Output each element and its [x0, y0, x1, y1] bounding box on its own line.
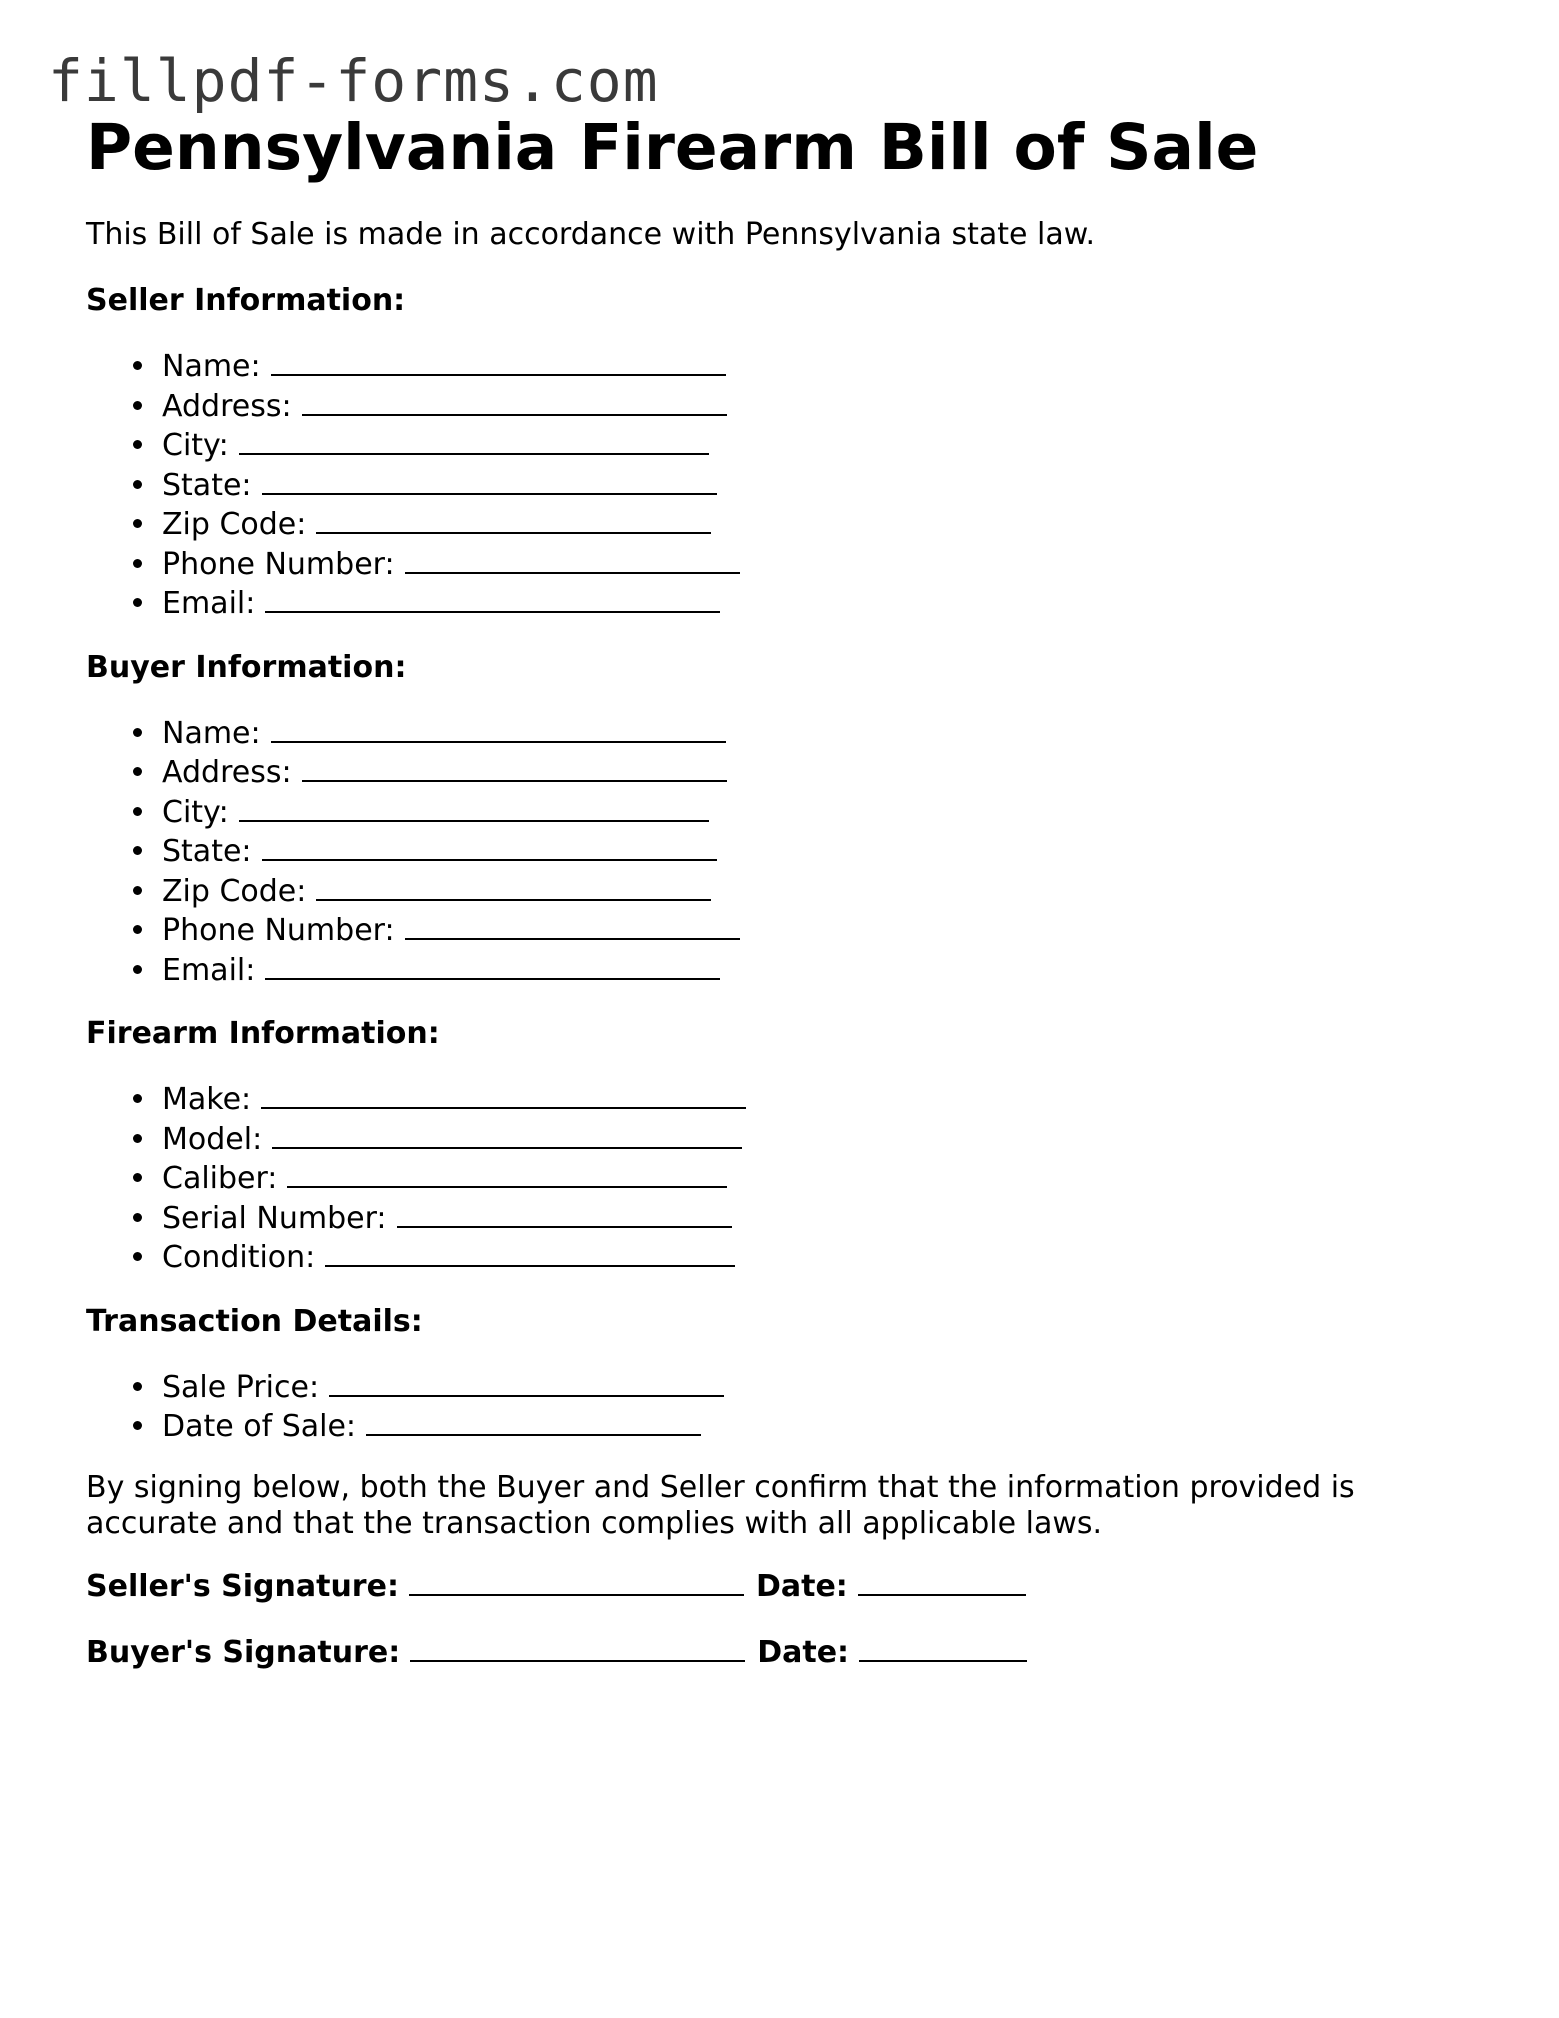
firearm-serial-field[interactable]: [397, 1198, 732, 1228]
seller-address-field[interactable]: [302, 386, 727, 416]
firearm-caliber-label: Caliber:: [162, 1161, 278, 1196]
transaction-section-heading: Transaction Details:: [86, 1303, 423, 1339]
seller-phone-item: [162, 544, 1466, 584]
firearm-condition-label: Condition:: [162, 1240, 316, 1275]
buyer-signature-label: Buyer's Signature:: [86, 1634, 401, 1670]
buyer-section-heading: Buyer Information:: [86, 649, 407, 685]
firearm-caliber-field[interactable]: [287, 1158, 727, 1188]
buyer-signature-field[interactable]: [410, 1632, 745, 1662]
date-of-sale-field[interactable]: [366, 1406, 701, 1436]
buyer-city-label: City:: [162, 794, 229, 830]
buyer-fields-list: [86, 713, 1466, 990]
seller-city-item: [162, 425, 1466, 465]
buyer-date-field[interactable]: [859, 1632, 1027, 1662]
buyer-email-field[interactable]: [265, 950, 720, 980]
date-of-sale-item: [162, 1406, 1466, 1446]
buyer-name-label: Name:: [162, 715, 261, 751]
seller-zip-item: [162, 504, 1466, 544]
seller-phone-field[interactable]: [405, 544, 740, 574]
sale-price-field[interactable]: [329, 1367, 724, 1397]
buyer-address-field[interactable]: [302, 752, 727, 782]
buyer-zip-field[interactable]: [316, 871, 711, 901]
firearm-serial-label: Serial Number:: [162, 1200, 387, 1236]
buyer-phone-item: [162, 910, 1466, 950]
buyer-email-item: [162, 950, 1466, 990]
buyer-state-item: [162, 831, 1466, 871]
firearm-fields-list: [86, 1079, 1466, 1277]
firearm-make-label: Make:: [162, 1082, 252, 1117]
seller-signature-line: [86, 1566, 1466, 1608]
seller-city-label: City:: [162, 428, 229, 463]
buyer-state-label: State:: [162, 834, 252, 869]
buyer-phone-label: Phone Number:: [162, 913, 395, 948]
bill-of-sale-document: [86, 104, 1466, 1674]
seller-phone-label: Phone Number:: [162, 546, 395, 582]
firearm-model-item: [162, 1119, 1466, 1159]
buyer-city-field[interactable]: [239, 792, 709, 822]
confirmation-statement: By signing below, both the Buyer and Seller confirm that the information provided is accurate and that the transaction complies with all applicable laws.: [86, 1469, 1355, 1541]
seller-zip-label: Zip Code:: [162, 507, 307, 542]
firearm-condition-item: [162, 1237, 1466, 1277]
seller-state-field[interactable]: [262, 465, 717, 495]
firearm-model-label: Model:: [162, 1121, 263, 1157]
buyer-phone-field[interactable]: [405, 910, 740, 940]
seller-email-label: Email:: [162, 586, 256, 621]
seller-city-field[interactable]: [239, 425, 709, 455]
seller-zip-field[interactable]: [316, 504, 711, 534]
seller-fields-list: [86, 346, 1466, 623]
buyer-name-field[interactable]: [271, 713, 726, 743]
buyer-name-item: [162, 713, 1466, 753]
seller-section-heading: Seller Information:: [86, 283, 406, 318]
transaction-fields-list: [86, 1367, 1466, 1446]
seller-name-item: [162, 346, 1466, 386]
firearm-serial-item: [162, 1198, 1466, 1238]
date-of-sale-label: Date of Sale:: [162, 1409, 357, 1444]
seller-date-field[interactable]: [858, 1566, 1026, 1596]
buyer-zip-item: [162, 871, 1466, 911]
buyer-city-item: [162, 792, 1466, 832]
seller-address-item: [162, 386, 1466, 426]
sale-price-label: Sale Price:: [162, 1369, 320, 1405]
firearm-model-field[interactable]: [272, 1119, 742, 1149]
page-title: Pennsylvania Firearm Bill of Sale: [86, 111, 1259, 184]
firearm-caliber-item: [162, 1158, 1466, 1198]
seller-state-item: [162, 465, 1466, 505]
buyer-address-item: [162, 752, 1466, 792]
seller-email-item: [162, 583, 1466, 623]
firearm-make-field[interactable]: [261, 1079, 746, 1109]
seller-signature-label: Seller's Signature:: [86, 1568, 399, 1604]
seller-signature-field[interactable]: [409, 1566, 744, 1596]
firearm-make-item: [162, 1079, 1466, 1119]
seller-name-label: Name:: [162, 349, 261, 384]
seller-date-label: Date:: [755, 1568, 848, 1604]
firearm-section-heading: Firearm Information:: [86, 1016, 440, 1051]
seller-name-field[interactable]: [271, 346, 726, 376]
buyer-address-label: Address:: [162, 755, 292, 790]
watermark: fillpdf-forms.com: [48, 47, 659, 115]
sale-price-item: [162, 1367, 1466, 1407]
buyer-zip-label: Zip Code:: [162, 873, 307, 909]
firearm-condition-field[interactable]: [325, 1237, 735, 1267]
seller-address-label: Address:: [162, 388, 292, 424]
buyer-state-field[interactable]: [262, 831, 717, 861]
buyer-signature-line: [86, 1632, 1466, 1674]
seller-email-field[interactable]: [265, 583, 720, 613]
intro-text: This Bill of Sale is made in accordance with Pennsylvania state law.: [86, 217, 1096, 252]
buyer-date-label: Date:: [757, 1634, 850, 1670]
buyer-email-label: Email:: [162, 952, 256, 988]
seller-state-label: State:: [162, 467, 252, 503]
